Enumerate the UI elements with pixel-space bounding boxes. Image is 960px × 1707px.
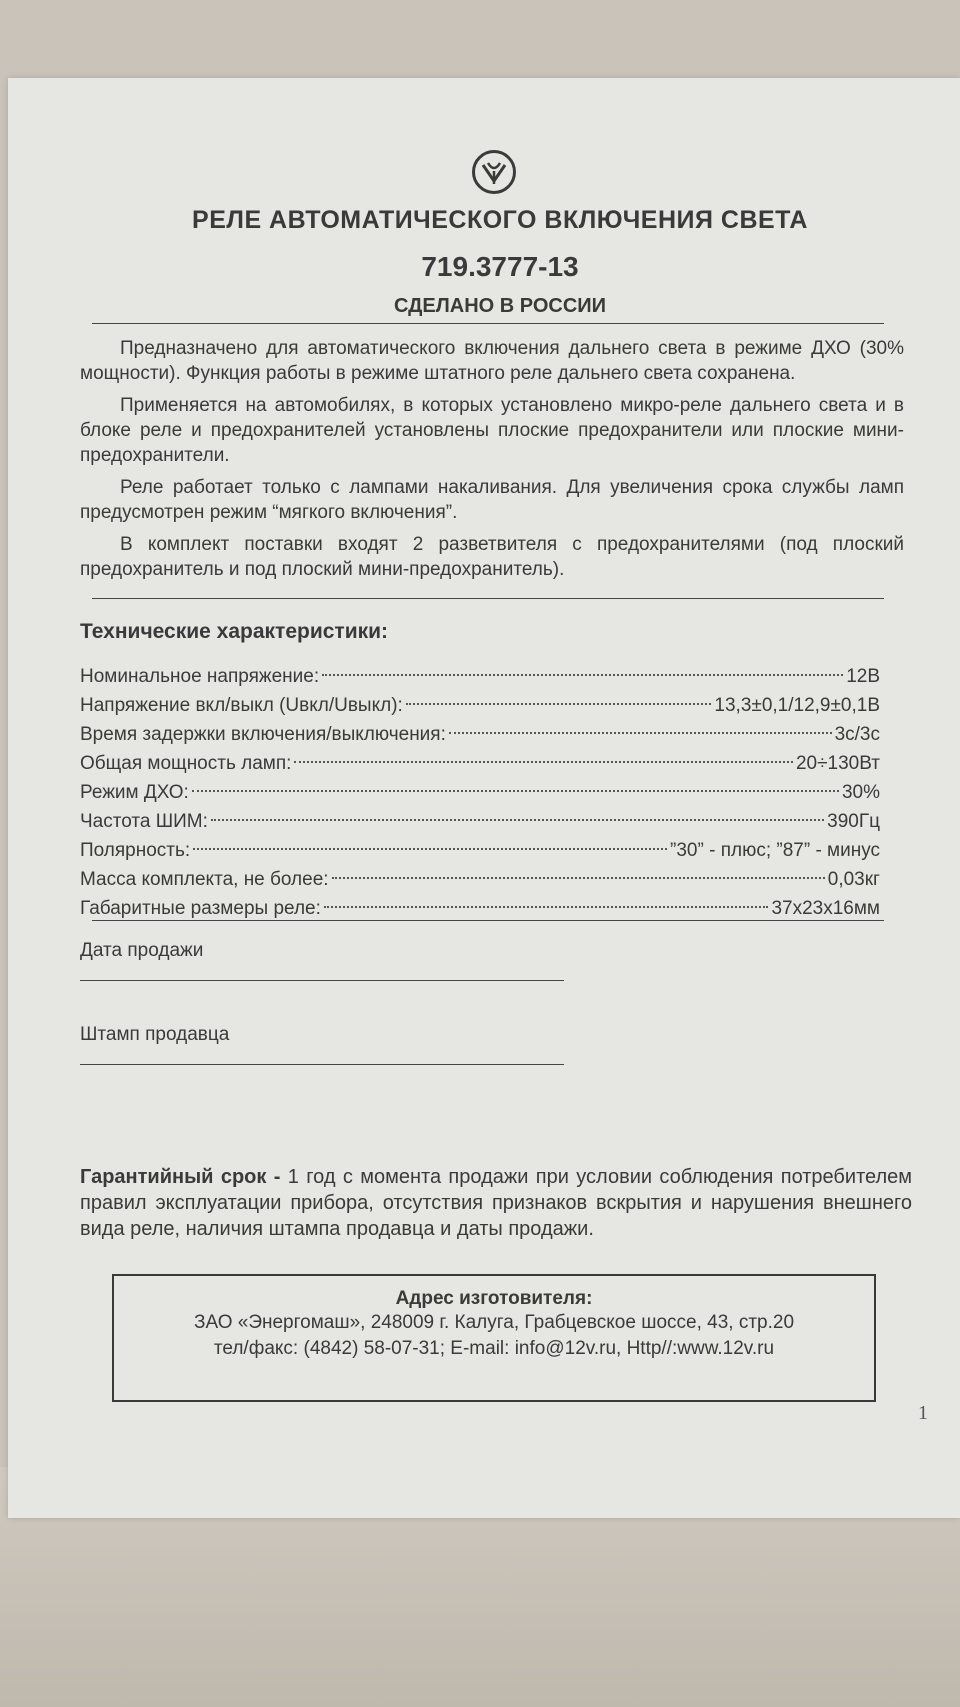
intro-paragraph-application: Применяется на автомобилях, в которых установлено микро-реле дальнего света и в блоке реле и предохранителей установлены плоские предохранители или плоские мини-предохранители. (80, 395, 904, 466)
spec-label: Режим ДХО: (80, 782, 189, 803)
address-title: Адрес изготовителя: (395, 1288, 593, 1309)
seller-stamp-label: Штамп продавца (80, 1024, 230, 1045)
dot-leader (211, 819, 824, 821)
spec-row (80, 778, 880, 807)
spec-value: 20÷130Вт (795, 753, 880, 774)
dot-leader (324, 906, 769, 908)
spec-label: Общая мощность ламп: (80, 753, 292, 774)
spec-label: Частота ШИМ: (80, 811, 208, 832)
warranty-title: Гарантийный срок - (80, 1166, 281, 1188)
spec-value: ”30” - плюс; ”87” - минус (670, 840, 880, 861)
spec-row (80, 865, 880, 894)
dot-leader (406, 703, 712, 705)
spec-label: Номинальное напряжение: (80, 666, 320, 687)
divider (92, 323, 884, 324)
intro-text (80, 336, 904, 589)
divider (92, 598, 884, 599)
divider (92, 920, 884, 921)
spec-value: 3с/3с (834, 724, 880, 745)
spec-value: 0,03кг (827, 869, 880, 890)
sale-date-line (80, 980, 564, 981)
dot-leader (294, 761, 793, 763)
spec-row (80, 691, 880, 720)
page-number: 1 (918, 1402, 928, 1424)
manufacturer-logo-icon (472, 150, 516, 194)
specs-table (80, 662, 880, 923)
spec-row (80, 894, 880, 923)
spec-value: 13,3±0,1/12,9±0,1В (714, 695, 880, 716)
dot-leader (193, 848, 667, 850)
specs-title: Технические характеристики: (80, 620, 389, 643)
spec-row (80, 807, 880, 836)
spec-label: Напряжение вкл/выкл (Uвкл/Uвыкл): (80, 695, 403, 716)
dot-leader (332, 877, 825, 879)
contact-line: тел/факс: (4842) 58-07-31; E-mail: info@12v.ru, Http//:www.12v.ru (213, 1338, 775, 1359)
spec-value: 12В (846, 666, 880, 687)
seller-stamp-line (80, 1064, 564, 1065)
warranty-body: 1 год с момента продажи при условии соблюдения потребителем правил эксплуатации прибора, отсутствия признаков вскрытия и нарушения внешнего вида реле, наличия штампа продавца и даты продажи. (80, 1166, 913, 1240)
spec-value: 37х23х16мм (771, 898, 880, 919)
manufacturer-address-box (112, 1274, 876, 1402)
spec-value: 390Гц (827, 811, 880, 832)
spec-label: Полярность: (80, 840, 191, 861)
document-title: РЕЛЕ АВТОМАТИЧЕСКОГО ВКЛЮЧЕНИЯ СВЕТА (192, 206, 808, 234)
spec-label: Масса комплекта, не более: (80, 869, 329, 890)
instruction-sheet (8, 78, 960, 1518)
dot-leader (449, 732, 832, 734)
intro-paragraph-kit: В комплект поставки входят 2 разветвителя с предохранителями (под плоский предохранитель и под плоский мини-предохранитель). (80, 534, 904, 580)
spec-value: 30% (841, 782, 880, 803)
model-number: 719.3777-13 (421, 251, 579, 282)
warranty-text (80, 1164, 912, 1242)
spec-row (80, 662, 880, 691)
made-in-label: СДЕЛАНО В РОССИИ (393, 295, 607, 317)
spec-row (80, 749, 880, 778)
spec-label: Габаритные размеры реле: (80, 898, 321, 919)
spec-row (80, 720, 880, 749)
address-line: ЗАО «Энергомаш», 248009 г. Калуга, Грабцевское шоссе, 43, стр.20 (193, 1312, 795, 1333)
intro-paragraph-purpose: Предназначено для автоматического включения дальнего света в режиме ДХО (30% мощности). Функция работы в режиме штатного реле дальнего света сохранена. (80, 338, 904, 384)
intro-paragraph-lamps: Реле работает только с лампами накаливания. Для увеличения срока службы ламп предусмотрен режим “мягкого включения”. (80, 477, 904, 523)
spec-label: Время задержки включения/выключения: (80, 724, 446, 745)
spec-row (80, 836, 880, 865)
dot-leader (322, 674, 843, 676)
sale-date-label: Дата продажи (80, 940, 204, 961)
dot-leader (192, 790, 839, 792)
